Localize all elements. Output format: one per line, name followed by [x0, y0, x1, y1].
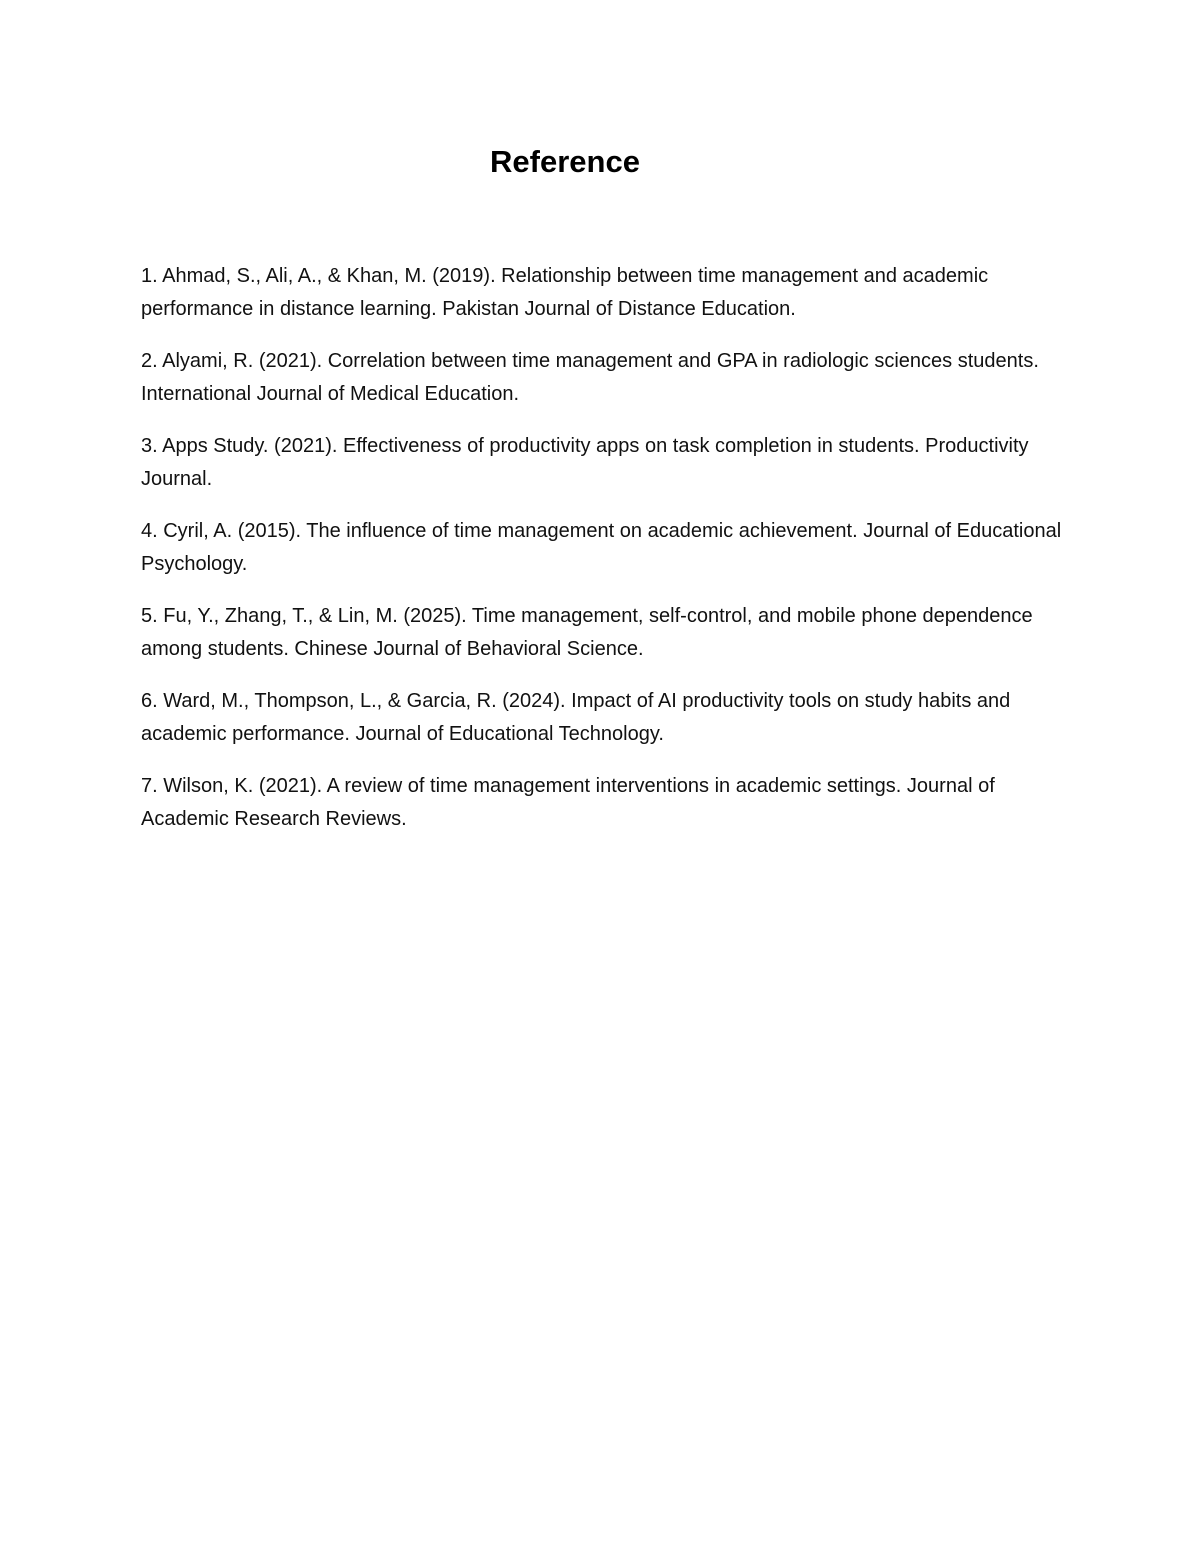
- reference-item: 3. Apps Study. (2021). Effectiveness of productivity apps on task completion in students. Productivity Journal.: [141, 435, 1029, 490]
- reference-list: [141, 260, 1066, 855]
- reference-item: 7. Wilson, K. (2021). A review of time management interventions in academic settings. Journal of Academic Research Reviews.: [141, 775, 995, 830]
- reference-item: 1. Ahmad, S., Ali, A., & Khan, M. (2019). Relationship between time management and academic performance in distance learning. Pakistan Journal of Distance Education.: [141, 265, 989, 320]
- reference-item: 5. Fu, Y., Zhang, T., & Lin, M. (2025). Time management, self-control, and mobile phone dependence among students. Chinese Journal of Behavioral Science.: [141, 605, 1033, 660]
- reference-item: 2. Alyami, R. (2021). Correlation between time management and GPA in radiologic sciences students. International Journal of Medical Education.: [141, 350, 1039, 405]
- page-title: Reference: [490, 144, 640, 179]
- reference-item: 6. Ward, M., Thompson, L., & Garcia, R. (2024). Impact of AI productivity tools on study habits and academic performance. Journal of Educational Technology.: [141, 690, 1011, 745]
- reference-item: 4. Cyril, A. (2015). The influence of time management on academic achievement. Journal of Educational Psychology.: [141, 520, 1062, 575]
